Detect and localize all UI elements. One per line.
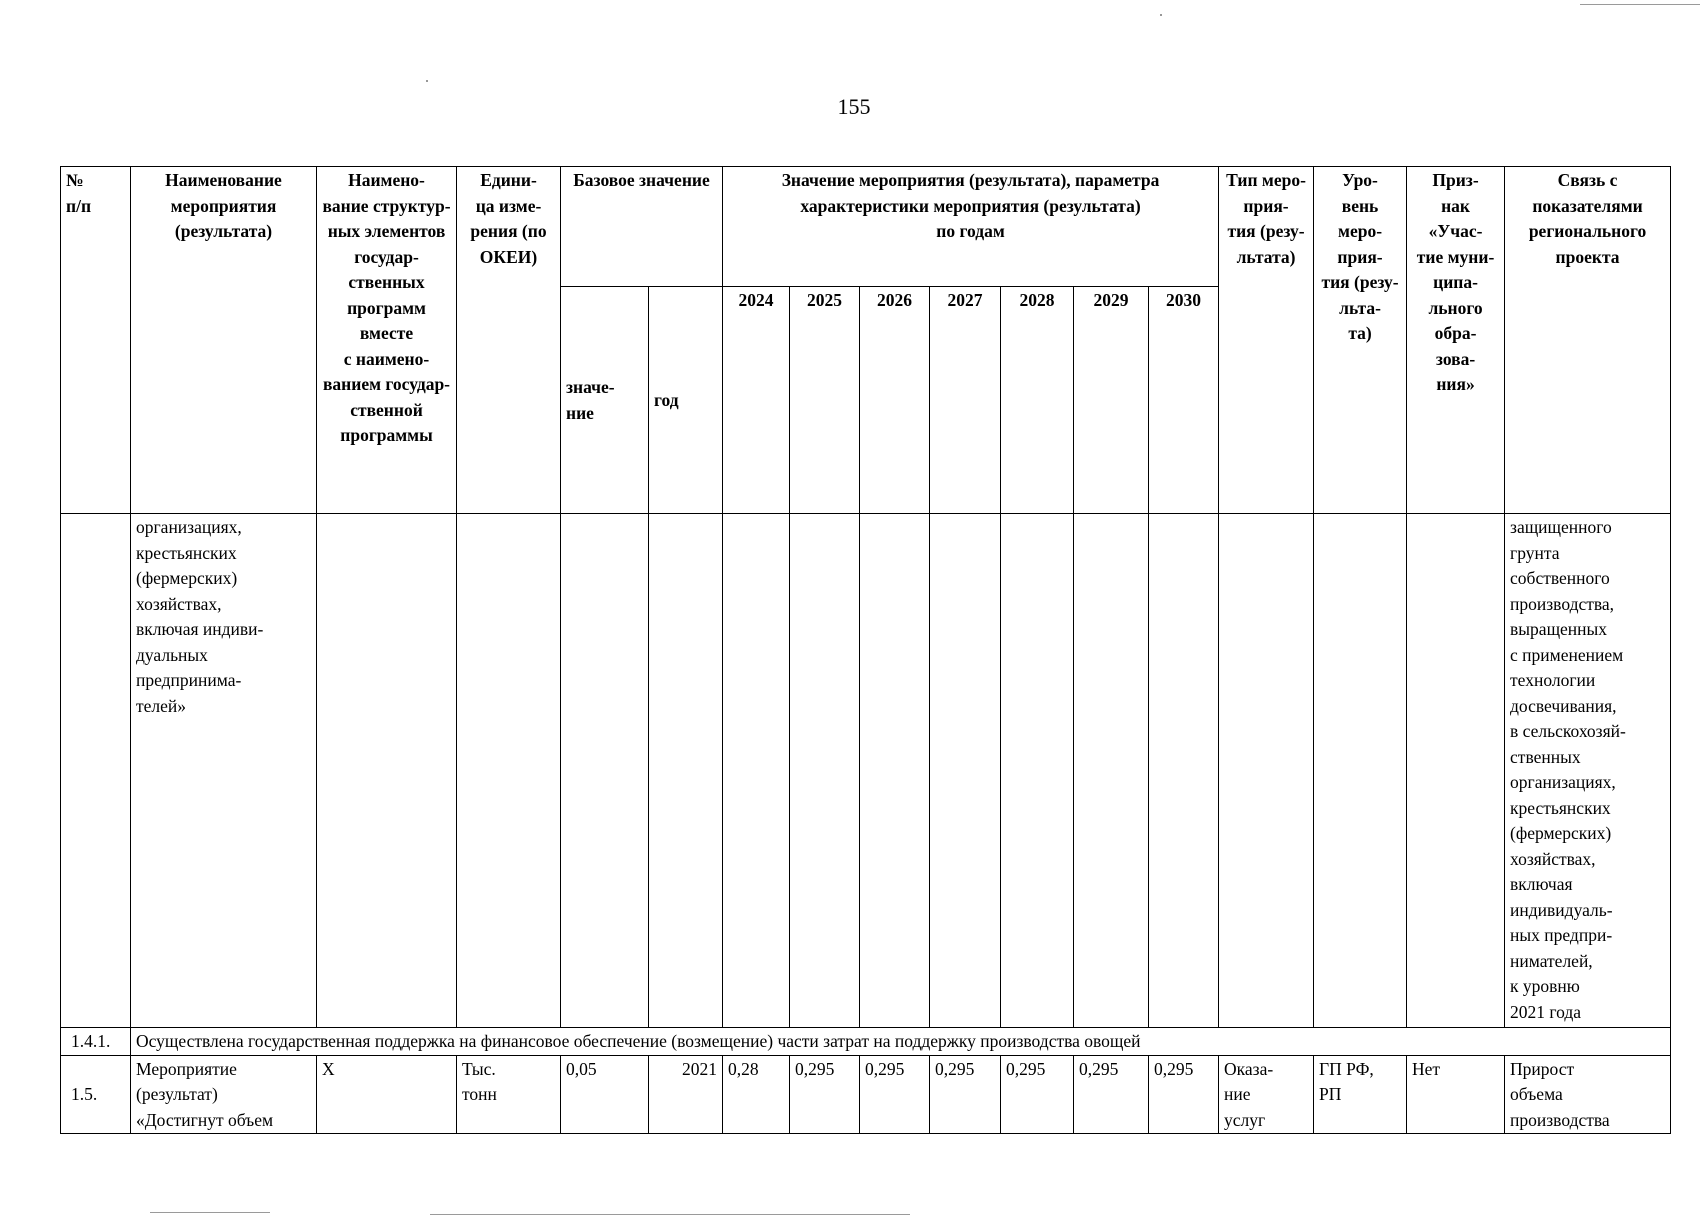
cell-type: Оказа- ние услуг — [1219, 1055, 1314, 1134]
col-header-base-value: значе- ние — [561, 287, 649, 514]
col-header-year-2025: 2025 — [790, 287, 860, 514]
cell-empty — [317, 514, 457, 1028]
col-header-struct: Наимено- вание структур- ных элементов государ- ственных программ вместе с наимено- ванием государ- ственной программы — [317, 167, 457, 514]
cell-struct: X — [317, 1055, 457, 1134]
col-header-unit: Едини- ца изме- рения (по ОКЕИ) — [457, 167, 561, 514]
cell-merged-text: Осуществлена государственная поддержка на финансовое обеспечение (возмещение) части затрат на поддержку производства овощей — [131, 1028, 1671, 1056]
cell-num: 1.4.1. — [61, 1028, 131, 1056]
col-header-type: Тип меро- прия- тия (резу- льтата) — [1219, 167, 1314, 514]
cell-link: Прирост объема производства — [1505, 1055, 1671, 1134]
cell-base-value: 0,05 — [561, 1055, 649, 1134]
header-row-1 — [61, 167, 1671, 287]
col-header-year-2029: 2029 — [1074, 287, 1149, 514]
col-header-year-2027: 2027 — [930, 287, 1001, 514]
col-header-year-2024: 2024 — [723, 287, 790, 514]
cell-empty — [1074, 514, 1149, 1028]
cell-value-2025: 0,295 — [790, 1055, 860, 1134]
cell-empty — [561, 514, 649, 1028]
cell-value-2030: 0,295 — [1149, 1055, 1219, 1134]
col-header-link: Связь с показателями регионального проекта — [1505, 167, 1671, 514]
cell-value-2028: 0,295 — [1001, 1055, 1074, 1134]
col-header-num: № п/п — [61, 167, 131, 514]
cell-empty — [1314, 514, 1407, 1028]
page-number: 155 — [837, 94, 871, 119]
scan-artifact-line — [150, 1212, 270, 1213]
cell-empty — [723, 514, 790, 1028]
cell-empty — [1001, 514, 1074, 1028]
col-header-name: Наименование мероприятия (результата) — [131, 167, 317, 514]
cell-empty — [930, 514, 1001, 1028]
scan-artifact-dot — [1160, 14, 1162, 16]
cell-name-continuation: организациях, крестьянских (фермерских) хозяйствах, включая индиви- дуальных предпринима- телей» — [131, 514, 317, 1028]
continuation-row — [61, 514, 1671, 1028]
cell-name: Мероприятие (результат) «Достигнут объем — [131, 1055, 317, 1134]
cell-empty — [457, 514, 561, 1028]
cell-empty — [61, 514, 131, 1028]
cell-level: ГП РФ, РП — [1314, 1055, 1407, 1134]
cell-empty — [860, 514, 930, 1028]
cell-value-2029: 0,295 — [1074, 1055, 1149, 1134]
scan-artifact-dot — [426, 80, 428, 82]
cell-value-2026: 0,295 — [860, 1055, 930, 1134]
col-header-year-2028: 2028 — [1001, 287, 1074, 514]
cell-sign: Нет — [1407, 1055, 1505, 1134]
table-row-1-5 — [61, 1055, 1671, 1134]
col-header-base-year: год — [649, 287, 723, 514]
cell-empty — [649, 514, 723, 1028]
col-header-level: Уро- вень меро- прия- тия (резу- льта- та) — [1314, 167, 1407, 514]
scan-artifact-line — [1580, 4, 1700, 5]
cell-empty — [1219, 514, 1314, 1028]
col-header-base: Базовое значение — [561, 167, 723, 287]
table-row-1-4-1 — [61, 1028, 1671, 1056]
cell-empty — [790, 514, 860, 1028]
cell-empty — [1407, 514, 1505, 1028]
data-table — [60, 166, 1671, 1134]
cell-base-year: 2021 — [649, 1055, 723, 1134]
col-header-year-2026: 2026 — [860, 287, 930, 514]
cell-link-continuation: защищенного грунта собственного производства, выращенных с применением технологии досвечивания, в сельскохозяй- ственных организациях, крестьянских (фермерских) хозяйствах, включая индивидуаль- ных предпри- нимателей, к уровню 2021 года — [1505, 514, 1671, 1028]
cell-value-2027: 0,295 — [930, 1055, 1001, 1134]
cell-unit: Тыс. тонн — [457, 1055, 561, 1134]
col-header-year-2030: 2030 — [1149, 287, 1219, 514]
cell-num: 1.5. — [61, 1055, 131, 1134]
cell-empty — [1149, 514, 1219, 1028]
col-header-values: Значение мероприятия (результата), параметра характеристики мероприятия (результата) по годам — [723, 167, 1219, 287]
cell-value-2024: 0,28 — [723, 1055, 790, 1134]
col-header-sign: Приз- нак «Учас- тие муни- ципа- льного обра- зова- ния» — [1407, 167, 1505, 514]
